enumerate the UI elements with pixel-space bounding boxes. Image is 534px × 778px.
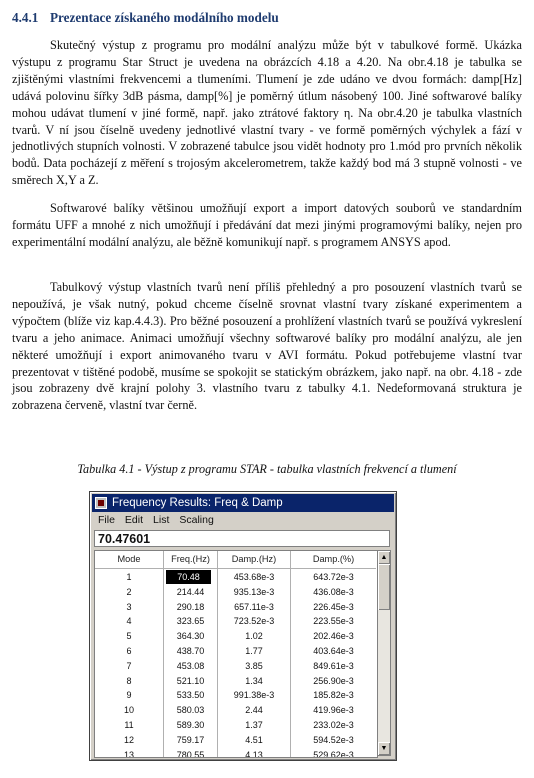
cell-damp-pct[interactable]: 594.52e-3	[313, 734, 354, 745]
cell-damp-pct[interactable]: 202.46e-3	[313, 631, 354, 642]
down-arrow-icon[interactable]: ▼	[378, 742, 390, 755]
cell-damp-hz[interactable]: 4.51	[245, 734, 263, 745]
cell-damp-pct[interactable]: 419.96e-3	[313, 705, 354, 716]
cell-damp-pct[interactable]: 233.02e-3	[313, 720, 354, 730]
header-damp-pct[interactable]: Damp.(%)	[291, 551, 376, 569]
cell-mode[interactable]: 10	[123, 705, 134, 716]
cell-damp-hz[interactable]: 935.13e-3	[233, 586, 275, 597]
results-table	[94, 550, 378, 758]
cell-damp-pct[interactable]: 529.62e-3	[313, 749, 354, 758]
menu-list[interactable]: List	[153, 514, 170, 526]
vertical-scrollbar[interactable]	[377, 550, 391, 756]
cell-damp-hz[interactable]: 657.11e-3	[234, 601, 274, 612]
cell-damp-hz[interactable]: 2.44	[245, 705, 263, 716]
cell-mode[interactable]: 6	[126, 646, 132, 656]
cell-damp-pct[interactable]: 403.64e-3	[313, 646, 354, 656]
cell-damp-hz[interactable]: 1.34	[245, 675, 263, 686]
cell-freq[interactable]: 323.65	[176, 616, 205, 627]
cell-freq[interactable]: 438.70	[176, 646, 205, 656]
section-title: Prezentace získaného modálního modelu	[50, 10, 279, 25]
table-caption: Tabulka 4.1 - Výstup z programu STAR - tabulka vlastních frekvencí a tlumení	[77, 462, 457, 476]
cell-freq[interactable]: 580.03	[176, 705, 205, 716]
menu-scaling[interactable]: Scaling	[179, 514, 214, 526]
header-mode[interactable]: Mode	[95, 551, 163, 569]
cell-freq[interactable]: 214.44	[176, 586, 205, 597]
cell-damp-hz[interactable]: 4.13	[245, 749, 263, 758]
cell-mode[interactable]: 9	[126, 690, 132, 701]
cell-damp-pct[interactable]: 185.82e-3	[313, 690, 354, 701]
paragraph-1: Skutečný výstup z programu pro modální analýzu může být v tabulkové formě. Ukázka výstupu z programu Star Struct je uvedena na obrázcích 4.18 a 4.20. Na obr.4.18 je tabulka se zjištěnými vlastními frekvencemi a tlumeními. Tlumení je zde udáno ve dvou formách: damp[Hz] udává polovinu šířky 3dB pásma, damp[%] je poměrný útlum násobený 100. Jiné softwarové balíky mohou udávat tlumení v jiné formě, např. jako ztrátové faktory η. Na obr.4.20 je tabulka vlastních tvarů. V ní jsou číselně uvedeny jednotlivé vlastní tvary - ve formě poměrných výchylek a fází v jednotlivých stupních volnosti. V zobrazené tabulce jsou vidět hodnoty pro 1.mód pro prvních několik bodů. Data pocházejí z měření s trojosým akcelerometrem, takže každý bod má 3 stupně volnosti - ve směrech X,Y a Z.	[12, 38, 522, 188]
cell-mode[interactable]: 5	[126, 631, 132, 642]
cell-damp-pct[interactable]: 256.90e-3	[313, 675, 354, 686]
cell-freq[interactable]: 453.08	[176, 660, 205, 671]
up-arrow-icon[interactable]: ▲	[378, 551, 390, 564]
scroll-thumb[interactable]	[378, 564, 390, 610]
header-damp-hz[interactable]: Damp.(Hz)	[218, 551, 290, 569]
cell-damp-pct[interactable]: 226.45e-3	[313, 601, 354, 612]
cell-damp-hz[interactable]: 3.85	[245, 660, 263, 671]
cell-damp-pct[interactable]: 223.55e-3	[313, 616, 354, 627]
header-freq[interactable]: Freq.(Hz)	[164, 551, 217, 569]
cell-damp-hz[interactable]: 453.68e-3	[233, 572, 275, 582]
cell-freq[interactable]: 589.30	[176, 720, 205, 730]
window-titlebar[interactable]	[92, 494, 394, 512]
cell-damp-hz[interactable]: 1.02	[245, 631, 263, 642]
cell-damp-pct[interactable]: 849.61e-3	[313, 660, 354, 671]
cell-freq[interactable]: 533.50	[176, 690, 205, 701]
column-damp-hz	[218, 551, 291, 757]
cell-damp-pct[interactable]: 436.08e-3	[313, 586, 354, 597]
column-freq	[164, 551, 218, 757]
cell-mode[interactable]: 11	[124, 720, 134, 730]
cell-mode[interactable]: 3	[126, 601, 132, 612]
cell-mode[interactable]: 4	[126, 616, 132, 627]
cell-freq[interactable]: 70.48	[166, 570, 211, 584]
frequency-results-window	[89, 491, 397, 761]
cell-freq[interactable]: 521.10	[176, 675, 205, 686]
cell-mode[interactable]: 8	[126, 675, 132, 686]
cell-mode[interactable]: 12	[123, 734, 134, 745]
cell-freq[interactable]: 290.18	[176, 601, 205, 612]
paragraph-3: Tabulkový výstup vlastních tvarů není příliš přehledný a pro posouzení vlastních tvarů se nepoužívá, je však nutný, pokud chceme číselně srovnat vlastní tvary získané experimentem a výpočtem (blíže viz kap.4.4.3). Pro běžné posouzení a prohlížení vlastních tvarů se používá vykreslení tvaru a jeho animace. Animaci umožňují všechny softwarové balíky pro modální analýzu, ale jen některé umožňují i export animovaného tvaru v AVI formátu. Pokud potřebujeme vlastní tvar prezentovat v tištěné podobě, musíme se spokojit se statickým obrázkem, jako např. na obr. 4.18 - zde jsou zobrazeny dvě krajní polohy 3. vlastního tvaru z tabulky 4.1. Nedeformovaná struktura je zobrazena červeně, vlastní tvar černě.	[12, 280, 522, 413]
cell-damp-pct[interactable]: 643.72e-3	[313, 572, 354, 582]
cell-damp-hz[interactable]: 723.52e-3	[233, 616, 275, 627]
section-number: 4.4.1	[12, 10, 39, 25]
cell-freq[interactable]: 759.17	[176, 734, 205, 745]
cell-mode[interactable]: 7	[126, 660, 132, 671]
menu-file[interactable]: File	[98, 514, 115, 526]
menu-edit[interactable]: Edit	[124, 514, 144, 526]
cell-mode[interactable]: 13	[123, 749, 134, 758]
menu-bar	[93, 514, 219, 529]
column-mode	[95, 551, 164, 757]
cell-damp-hz[interactable]: 1.37	[245, 720, 263, 730]
paragraph-2: Softwarové balíky většinou umožňují export a import datových souborů ve standardním formátu UFF a mnohé z nich umožňují i předávání dat mezi jinými programovými balíky, nejen pro experimentální modální analýzu, ale běžně komunikují např. s programem ANSYS apod.	[12, 201, 522, 249]
cell-damp-hz[interactable]: 1.77	[245, 646, 263, 656]
app-icon	[95, 497, 107, 509]
window-title: Frequency Results: Freq & Damp	[112, 497, 283, 509]
cell-freq[interactable]: 364.30	[176, 631, 205, 642]
selected-value-field[interactable]: 70.47601	[94, 530, 390, 547]
column-damp-pct	[291, 551, 376, 757]
cell-damp-hz[interactable]: 991.38e-3	[233, 690, 275, 701]
cell-mode[interactable]: 1	[126, 572, 132, 582]
cell-freq[interactable]: 780.55	[176, 749, 205, 758]
cell-mode[interactable]: 2	[126, 586, 132, 597]
section-heading	[12, 10, 522, 26]
